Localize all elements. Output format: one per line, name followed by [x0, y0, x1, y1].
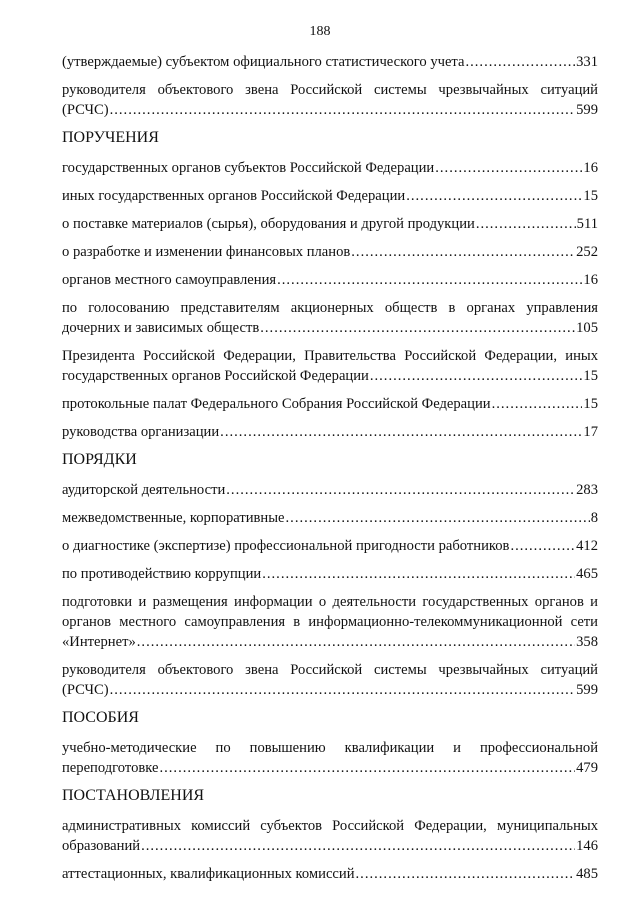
page-reference: 15 — [583, 188, 598, 204]
entry-text: «Интернет» — [62, 634, 136, 650]
page-reference: 16 — [583, 160, 598, 176]
entry-text: протокольные палат Федерального Собрания Российской Федерации — [62, 396, 491, 412]
index-entry — [62, 158, 598, 178]
index-entry — [62, 422, 598, 442]
index-entry — [62, 270, 598, 290]
section-heading: ПОСТАНОВЛЕНИЯ — [62, 787, 205, 804]
page-reference: 252 — [576, 244, 598, 260]
index-section — [62, 128, 598, 442]
dot-leader — [286, 508, 590, 528]
index-entry — [62, 346, 598, 386]
entry-last-line — [62, 158, 598, 178]
entry-text: аттестационных, квалификационных комиссий — [62, 866, 355, 882]
index-entry — [62, 660, 598, 700]
entry-last-line — [62, 836, 598, 856]
entry-last-line — [62, 214, 598, 234]
entry-last-line — [62, 564, 598, 584]
entry-text-line: подготовки и размещения информации о деятельности государственных органов и — [62, 594, 598, 610]
index-entry — [62, 592, 598, 652]
entry-last-line — [62, 536, 598, 556]
entry-last-line — [62, 508, 598, 528]
dot-leader — [492, 394, 583, 414]
dot-leader — [351, 242, 575, 262]
index-entry — [62, 816, 598, 856]
page-reference: 17 — [583, 424, 598, 440]
page-reference: 283 — [576, 482, 598, 498]
section-heading: ПОСОБИЯ — [62, 709, 139, 726]
dot-leader — [159, 758, 575, 778]
entry-last-line — [62, 366, 598, 386]
dot-leader — [137, 632, 575, 652]
entry-last-line — [62, 394, 598, 414]
entry-last-line — [62, 422, 598, 442]
entry-last-line — [62, 52, 598, 72]
index-entry — [62, 186, 598, 206]
entry-text-line: Президента Российской Федерации, Правительства Российской Федерации, иных — [62, 348, 598, 364]
index-entry — [62, 214, 598, 234]
index-entry — [62, 298, 598, 338]
page-reference: 105 — [576, 320, 598, 336]
entry-last-line — [62, 864, 598, 884]
index-entry — [62, 80, 598, 120]
page-reference: 15 — [583, 368, 598, 384]
section-heading: ПОРУЧЕНИЯ — [62, 129, 159, 146]
dot-leader — [262, 564, 575, 584]
dot-leader — [277, 270, 582, 290]
page-number: 188 — [309, 24, 331, 39]
entry-text: аудиторской деятельности — [62, 482, 226, 498]
entry-last-line — [62, 758, 598, 778]
page-reference: 15 — [583, 396, 598, 412]
entry-text: о разработке и изменении финансовых планов — [62, 244, 351, 260]
page-reference: 479 — [576, 760, 598, 776]
entry-last-line — [62, 480, 598, 500]
index-content — [62, 52, 598, 892]
entry-text: государственных органов Российской Федерации — [62, 368, 369, 384]
page-reference: 485 — [576, 866, 598, 882]
index-entry — [62, 564, 598, 584]
index-entry — [62, 738, 598, 778]
index-section — [62, 708, 598, 778]
dot-leader — [110, 100, 576, 120]
entry-text: дочерних и зависимых обществ — [62, 320, 260, 336]
entry-last-line — [62, 680, 598, 700]
dot-leader — [406, 186, 582, 206]
index-entry — [62, 394, 598, 414]
entry-text: о поставке материалов (сырья), оборудования и другой продукции — [62, 216, 475, 232]
page-reference: 16 — [583, 272, 598, 288]
dot-leader — [356, 864, 576, 884]
entry-text-line: административных комиссий субъектов Российской Федерации, муниципальных — [62, 818, 598, 834]
page-reference: 331 — [576, 54, 598, 70]
dot-leader — [260, 318, 575, 338]
dot-leader — [465, 52, 575, 72]
entry-text: (РСЧС) — [62, 682, 109, 698]
page-reference: 465 — [576, 566, 598, 582]
entry-last-line — [62, 100, 598, 120]
entry-last-line — [62, 270, 598, 290]
index-section — [62, 52, 598, 120]
entry-last-line — [62, 242, 598, 262]
index-entry — [62, 480, 598, 500]
index-entry — [62, 52, 598, 72]
entry-text-line: органов местного самоуправления в информационно-телекоммуникационной сети — [62, 614, 598, 630]
entry-last-line — [62, 318, 598, 338]
entry-text: образований — [62, 838, 141, 854]
dot-leader — [141, 836, 575, 856]
entry-text: государственных органов субъектов Российской Федерации — [62, 160, 435, 176]
dot-leader — [110, 680, 576, 700]
page-reference: 599 — [576, 682, 598, 698]
entry-text-line: руководителя объектового звена Российской системы чрезвычайных ситуаций — [62, 662, 598, 678]
entry-text: о диагностике (экспертизе) профессиональной пригодности работников — [62, 538, 510, 554]
entry-text-line: по голосованию представителям акционерных обществ в органах управления — [62, 300, 598, 316]
page-reference: 599 — [576, 102, 598, 118]
index-entry — [62, 864, 598, 884]
index-entry — [62, 536, 598, 556]
entry-text: руководства организации — [62, 424, 220, 440]
index-section — [62, 786, 598, 884]
entry-text: органов местного самоуправления — [62, 272, 277, 288]
dot-leader — [220, 422, 582, 442]
entry-text: межведомственные, корпоративные — [62, 510, 285, 526]
dot-leader — [226, 480, 575, 500]
index-entry — [62, 242, 598, 262]
page-reference: 358 — [576, 634, 598, 650]
page-reference: 8 — [590, 510, 598, 526]
index-section — [62, 450, 598, 700]
entry-text-line: руководителя объектового звена Российской системы чрезвычайных ситуаций — [62, 82, 598, 98]
page-reference: 511 — [576, 216, 598, 232]
page-reference: 412 — [576, 538, 598, 554]
dot-leader — [510, 536, 575, 556]
entry-text: переподготовке — [62, 760, 159, 776]
dot-leader — [476, 214, 576, 234]
dot-leader — [370, 366, 583, 386]
entry-text: иных государственных органов Российской Федерации — [62, 188, 406, 204]
entry-text: по противодействию коррупции — [62, 566, 262, 582]
entry-last-line — [62, 186, 598, 206]
entry-text: (утверждаемые) субъектом официального статистического учета — [62, 54, 465, 70]
entry-last-line — [62, 632, 598, 652]
entry-text-line: учебно-методические по повышению квалификации и профессиональной — [62, 740, 598, 756]
index-entry — [62, 508, 598, 528]
dot-leader — [435, 158, 582, 178]
section-heading: ПОРЯДКИ — [62, 451, 137, 468]
page-reference: 146 — [576, 838, 598, 854]
entry-text: (РСЧС) — [62, 102, 109, 118]
